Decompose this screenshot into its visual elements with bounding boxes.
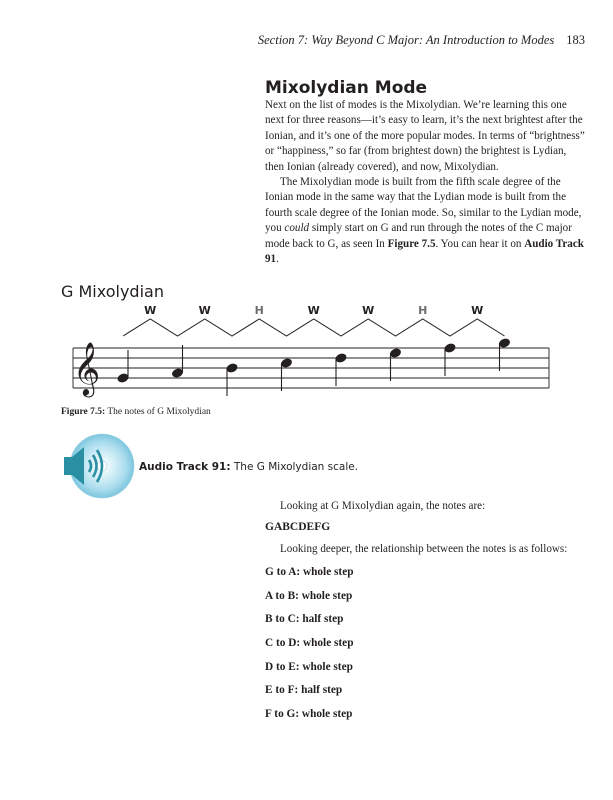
step-zigzag-line [123, 319, 505, 336]
figure-caption: Figure 7.5: The notes of G Mixolydian [61, 407, 211, 417]
audio-track-text: The G Mixolydian scale. [230, 461, 359, 473]
step-label-whole: W [307, 304, 320, 317]
audio-caption [139, 461, 358, 473]
step-item: C to D: whole step [265, 637, 354, 649]
step-label-whole: W [198, 304, 211, 317]
step-label-whole: W [471, 304, 484, 317]
music-staff [55, 300, 555, 400]
audio-track-reference: Audio Track 91 [265, 237, 584, 266]
step-list [265, 561, 587, 726]
step-item: G to A: whole step [265, 566, 354, 579]
step-item: B to C: half step [265, 613, 344, 626]
step-item: A to B: whole step [265, 589, 353, 602]
notes [116, 337, 511, 396]
note-letters: GABCDEFG [265, 521, 331, 534]
step-item: F to G: whole step [265, 707, 353, 720]
section-heading: Section 7: Way Beyond C Major: An Introduction to Modes [257, 33, 555, 47]
treble-clef-icon: 𝄞 [73, 341, 101, 395]
notes-section [265, 499, 587, 726]
figure-reference: Figure 7.5 [387, 237, 436, 250]
emphasis-could: could [284, 222, 310, 235]
step-label-half: H [254, 304, 264, 317]
figure-title: G Mixolydian [61, 282, 164, 301]
step-item: E to F: half step [265, 684, 343, 697]
audio-track-label: Audio Track 91: [139, 461, 231, 473]
step-label-half: H [418, 304, 428, 317]
staff-lines [73, 348, 549, 388]
step-item: D to E: whole step [265, 660, 353, 673]
section-title: Mixolydian Mode [265, 78, 428, 98]
step-labels [144, 304, 483, 317]
intro-paragraph-1: Next on the list of modes is the Mixolydian. We’re learning this one next for three reasons—it’s easy to learn, it’s the next brightest after the Ionian, and it’s one of the more popular modes. In terms of “brightness” or “happiness,” so far (from brightest down) the brightest is Lydian, then Ionian (already covered), and now, Mixolydian. [265, 99, 585, 173]
running-header [258, 33, 585, 48]
intro-paragraph-2: The Mixolydian mode is built from the fifth scale degree of the Ionian mode in the same way that the Lydian mode is built from the fourth scale degree of the Ionian mode. So, similar to the Lydian mode, you could simply start on G and run through the notes of the C major mode back to G, as seen In Figure 7.5. You can hear it on Audio Track 91. [265, 176, 584, 266]
intro-text [265, 98, 587, 267]
notes-intro: Looking at G Mixolydian again, the notes are: [280, 500, 486, 512]
relationship-intro: Looking deeper, the relationship between the notes is as follows: [280, 542, 568, 555]
step-label-whole: W [144, 304, 157, 317]
step-label-whole: W [362, 304, 375, 317]
page-number: 183 [566, 33, 585, 47]
speaker-cd-icon [56, 433, 138, 501]
